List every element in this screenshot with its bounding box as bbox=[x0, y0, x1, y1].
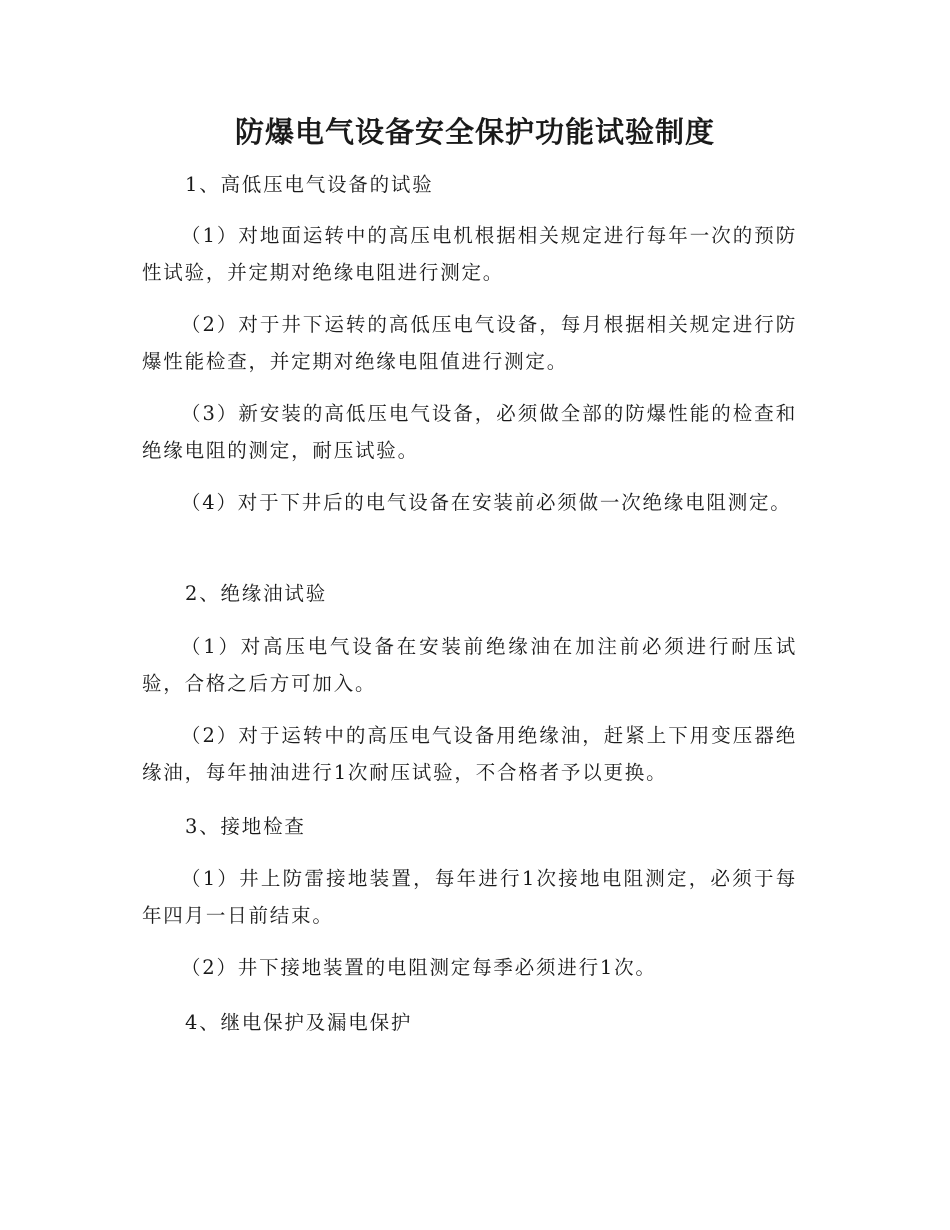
paragraph-2-2: （2）对于运转中的高压电气设备用绝缘油，赶紧上下用变压器绝缘油，每年抽油进行1次耐压试验，不合格者予以更换。 bbox=[142, 724, 797, 784]
section-heading-1: 1、高低压电气设备的试验 bbox=[185, 173, 434, 196]
paragraph-1-4: （4）对于下井后的电气设备在安装前必须做一次绝缘电阻测定。 bbox=[181, 491, 792, 514]
paragraph-1-2: （2）对于井下运转的高低压电气设备，每月根据相关规定进行防爆性能检查，并定期对绝缘电阻值进行测定。 bbox=[142, 313, 797, 373]
section-heading-2: 2、绝缘油试验 bbox=[185, 582, 328, 605]
paragraph-1-3: （3）新安装的高低压电气设备，必须做全部的防爆性能的检查和绝缘电阻的测定，耐压试验。 bbox=[142, 402, 797, 462]
paragraph-3-2: （2）井下接地装置的电阻测定每季必须进行1次。 bbox=[181, 956, 657, 979]
document-title: 防爆电气设备安全保护功能试验制度 bbox=[234, 115, 715, 149]
section-heading-4: 4、继电保护及漏电保护 bbox=[185, 1011, 413, 1034]
section-heading-3: 3、接地检查 bbox=[185, 815, 306, 838]
paragraph-1-1: （1）对地面运转中的高压电机根据相关规定进行每年一次的预防性试验，并定期对绝缘电阻进行测定。 bbox=[142, 224, 797, 284]
paragraph-2-1: （1）对高压电气设备在安装前绝缘油在加注前必须进行耐压试验，合格之后方可加入。 bbox=[142, 635, 797, 695]
paragraph-3-1: （1）井上防雷接地装置，每年进行1次接地电阻测定，必须于每年四月一日前结束。 bbox=[142, 867, 797, 927]
